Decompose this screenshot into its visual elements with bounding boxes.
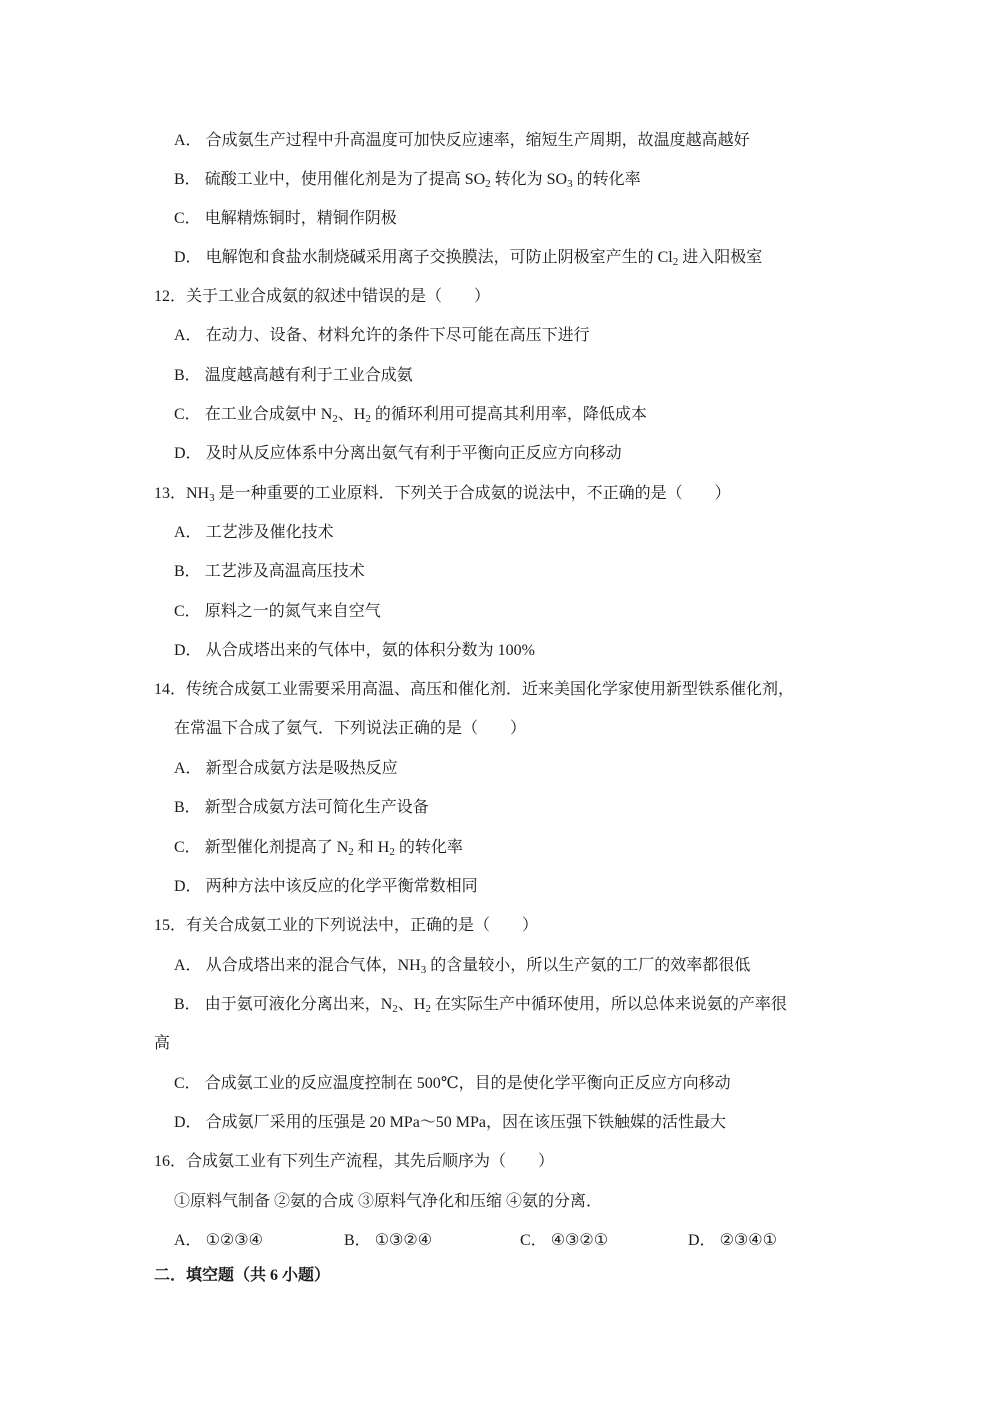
option-label: D．: [174, 878, 202, 895]
option-label: D．: [688, 1232, 716, 1249]
q14-option-b: [174, 798, 429, 818]
q11-option-a: [174, 131, 750, 151]
option-label: B．: [174, 996, 201, 1013]
option-label: B．: [174, 563, 201, 580]
option-text: ①③②④: [374, 1232, 433, 1249]
option-text: ②③④①: [719, 1232, 777, 1249]
q13-option-a: [174, 523, 334, 543]
option-label: D．: [174, 642, 202, 659]
option-text: 的循环利用可提高其利用率，降低成本: [370, 406, 647, 423]
subscript: 2: [485, 178, 491, 190]
option-text: 新型合成氨方法可简化生产设备: [204, 799, 429, 816]
q11-option-d: [174, 248, 762, 268]
option-label: B．: [344, 1232, 371, 1249]
subscript: 3: [567, 178, 573, 190]
stem-text: 是一种重要的工业原料．下列关于合成氨的说法中，不正确的是（ ）: [214, 485, 731, 502]
option-text: 及时从反应体系中分离出氨气有利于平衡向正反应方向移动: [205, 445, 622, 462]
subscript: 2: [365, 413, 371, 425]
q13-stem: [154, 484, 731, 504]
option-text: 和 H: [353, 839, 390, 856]
subscript: 2: [389, 846, 395, 858]
q12-option-a: [174, 326, 590, 346]
option-text: 新型合成氨方法是吸热反应: [205, 760, 398, 777]
q15-option-b-wrap: 高: [154, 1035, 171, 1052]
option-label: A．: [174, 327, 202, 344]
option-text: 的含量较小，所以生产氨的工厂的效率都很低: [426, 957, 751, 974]
option-label: A．: [174, 957, 202, 974]
section-heading-fill-in-blank: 二．填空题（共 6 小题）: [154, 1267, 331, 1284]
option-text: 在动力、设备、材料允许的条件下尽可能在高压下进行: [205, 327, 590, 344]
option-text: 新型催化剂提高了 N: [204, 839, 349, 856]
subscript: 2: [672, 256, 679, 268]
subscript: 2: [392, 1003, 398, 1015]
option-text: 转化为 SO: [490, 171, 568, 188]
q12-option-c: [174, 405, 647, 425]
q13-option-c: [174, 602, 381, 622]
q15-option-c: [174, 1074, 731, 1094]
option-label: D．: [174, 1114, 202, 1131]
subscript: 2: [332, 413, 338, 425]
q12-option-b: [174, 366, 413, 386]
subscript: 3: [209, 492, 215, 504]
stem-text: 13．NH: [154, 485, 210, 502]
q11-option-c: [174, 209, 397, 229]
option-label: C．: [174, 839, 201, 856]
option-text: 电解精炼铜时，精铜作阴极: [204, 210, 397, 227]
option-label: C．: [174, 210, 201, 227]
q11-option-b: [174, 170, 641, 190]
option-label: C．: [174, 603, 201, 620]
q16-option-c: [520, 1231, 608, 1251]
option-text: 在实际生产中循环使用，所以总体来说氨的产率很: [430, 996, 787, 1013]
option-label: A．: [174, 1232, 202, 1249]
option-label: C．: [174, 406, 201, 423]
q16-steps: ①原料气制备 ②氨的合成 ③原料气净化和压缩 ④氨的分离．: [174, 1193, 603, 1210]
option-text: 合成氨工业的反应温度控制在 500℃，目的是使化学平衡向正反应方向移动: [204, 1075, 731, 1092]
option-text: 从合成塔出来的气体中，氨的体积分数为 100%: [205, 642, 535, 659]
option-text: 两种方法中该反应的化学平衡常数相同: [205, 878, 478, 895]
option-label: A．: [174, 760, 202, 777]
option-text: 由于氨可液化分离出来，N: [204, 996, 393, 1013]
q12-option-d: [174, 444, 622, 464]
q13-option-d: [174, 641, 535, 661]
q14-stem-line2: 在常温下合成了氨气．下列说法正确的是（ ）: [174, 720, 527, 737]
q13-option-b: [174, 562, 365, 582]
option-text: 在工业合成氨中 N: [204, 406, 333, 423]
q15-stem: 15．有关合成氨工业的下列说法中，正确的是（ ）: [154, 917, 539, 934]
option-text: 合成氨生产过程中升高温度可加快反应速率，缩短生产周期，故温度越高越好: [205, 132, 750, 149]
option-text: 的转化率: [394, 839, 463, 856]
q16-stem: 16．合成氨工业有下列生产流程，其先后顺序为（ ）: [154, 1153, 555, 1170]
option-text: ④③②①: [550, 1232, 609, 1249]
option-label: C．: [174, 1075, 201, 1092]
option-label: C．: [520, 1232, 547, 1249]
subscript: 3: [420, 964, 427, 976]
subscript: 2: [348, 846, 354, 858]
option-label: D．: [174, 445, 202, 462]
option-text: 工艺涉及催化技术: [205, 524, 334, 541]
option-text: 电解饱和食盐水制烧碱采用离子交换膜法，可防止阴极室产生的 Cl: [205, 249, 673, 266]
option-text: 工艺涉及高温高压技术: [204, 563, 365, 580]
q15-option-d: [174, 1113, 726, 1133]
option-text: 、H: [397, 996, 426, 1013]
option-label: D．: [174, 249, 202, 266]
option-label: B．: [174, 171, 201, 188]
q15-option-b: [174, 995, 787, 1015]
q16-option-b: [344, 1231, 432, 1251]
q14-option-c: [174, 838, 463, 858]
option-text: 的转化率: [572, 171, 641, 188]
option-text: 合成氨厂采用的压强是 20 MPa～50 MPa，因在该压强下铁触媒的活性最大: [205, 1114, 727, 1131]
option-text: ①②③④: [205, 1232, 263, 1249]
q16-option-a: [174, 1231, 263, 1251]
option-text: 温度越高越有利于工业合成氨: [204, 367, 413, 384]
q14-option-d: [174, 877, 478, 897]
q12-stem: 12．关于工业合成氨的叙述中错误的是（ ）: [154, 288, 491, 305]
option-label: A．: [174, 132, 202, 149]
subscript: 2: [425, 1003, 431, 1015]
q14-option-a: [174, 759, 398, 779]
q16-option-d: [688, 1231, 777, 1251]
option-text: 从合成塔出来的混合气体，NH: [205, 957, 421, 974]
q14-stem-line1: 14．传统合成氨工业需要采用高温、高压和催化剂．近来美国化学家使用新型铁系催化剂，: [154, 681, 795, 698]
option-label: B．: [174, 799, 201, 816]
option-label: B．: [174, 367, 201, 384]
option-text: 硫酸工业中，使用催化剂是为了提高 SO: [204, 171, 486, 188]
option-text: 、H: [337, 406, 366, 423]
q15-option-a: [174, 956, 750, 976]
option-label: A．: [174, 524, 202, 541]
option-text: 原料之一的氮气来自空气: [204, 603, 381, 620]
option-text: 进入阳极室: [678, 249, 763, 266]
